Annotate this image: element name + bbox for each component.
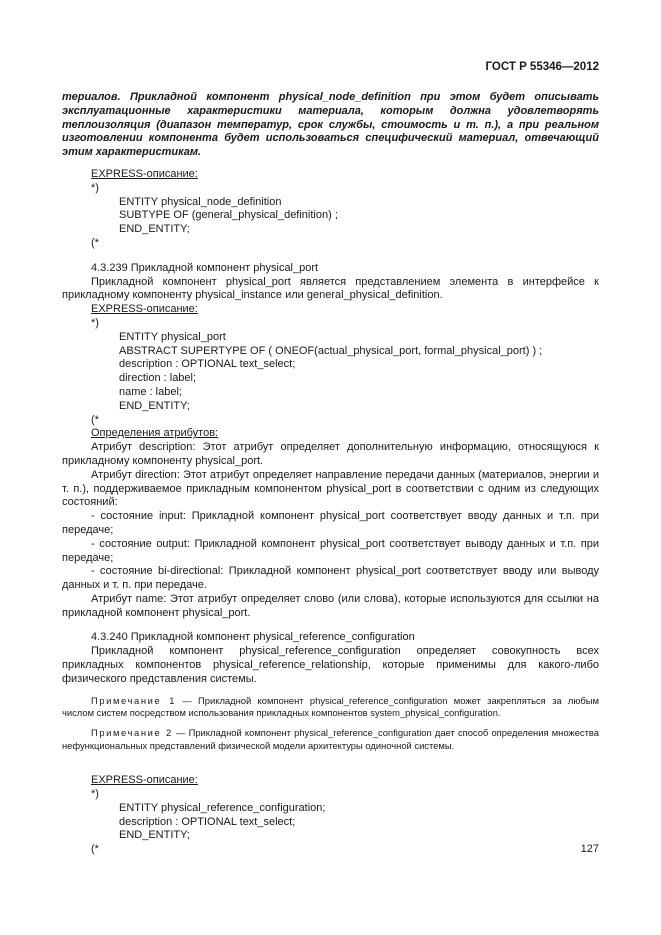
code-line: SUBTYPE OF (general_physical_definition) ; bbox=[119, 209, 338, 222]
code-line: ENTITY physical_node_definition bbox=[119, 195, 282, 208]
code-line: ENTITY physical_reference_configuration; bbox=[119, 801, 326, 814]
code-line: END_ENTITY; bbox=[119, 399, 190, 412]
intro-paragraph: териалов. Прикладной компонент physical_node_definition при этом будет описывать эксплуатационные характеристики материала, которым должна удовлетворять теплоизоляция (диапазон температур, срок службы, стоимость и т. п.), а при реальном изготовлении компонента будет использоваться специфический материал, отвечающий этим характеристикам. bbox=[62, 91, 599, 159]
code-line: direction : label; bbox=[119, 372, 197, 385]
note-label: Примечание 2 bbox=[91, 727, 173, 739]
express-heading: EXPRESS-описание: bbox=[91, 167, 198, 180]
note-text: — Прикладной компонент physical_reference_configuration дает способ определения множества нефункциональных представлений физической модели архитектуры одиночной системы. bbox=[62, 727, 599, 751]
code-line: ENTITY physical_port bbox=[119, 330, 226, 343]
page-number: 127 bbox=[580, 843, 599, 855]
code-line: description : OPTIONAL text_select; bbox=[119, 358, 296, 371]
section-paragraph: Прикладной компонент physical_port является представлением элемента в интерфейсе к прикладному компоненту physical_instance или general_physical_definition. bbox=[62, 275, 599, 302]
express-close: (* bbox=[91, 236, 99, 249]
attr-direction: Атрибут direction: Этот атрибут определяет направление передачи данных (материалов, энергии и т. п.), поддерживаемое прикладным компонентом physical_port в соответствии с одним из следующих состояний: bbox=[62, 468, 599, 509]
section-title-4-3-240: 4.3.240 Прикладной компонент physical_reference_configuration bbox=[91, 631, 415, 644]
section-paragraph: Прикладной компонент physical_reference_configuration определяет совокупность всех прикладных компонентов physical_reference_relationship, которые применимы для какого-либо физического представления системы. bbox=[62, 645, 599, 685]
code-line: END_ENTITY; bbox=[119, 223, 190, 236]
express-heading: EXPRESS-описание: bbox=[91, 774, 198, 787]
express-close: (* bbox=[91, 413, 99, 426]
note-label: Примечание 1 bbox=[91, 694, 177, 706]
express-heading: EXPRESS-описание: bbox=[91, 303, 198, 316]
code-line: name : label; bbox=[119, 385, 182, 398]
note-text: — Прикладной компонент physical_reference_configuration может закрепляться за любым числом систем посредством использования прикладных компонентов system_physical_configuration. bbox=[62, 694, 599, 719]
express-open: *) bbox=[91, 181, 99, 194]
code-line: description : OPTIONAL text_select; bbox=[119, 815, 296, 828]
code-line: END_ENTITY; bbox=[119, 829, 190, 842]
express-close: (* bbox=[91, 843, 99, 856]
standard-header: ГОСТ Р 55346—2012 bbox=[485, 61, 599, 73]
state-input: - состояние input: Прикладной компонент physical_port соответствует вводу данных и т.п. при передаче; bbox=[62, 510, 599, 536]
state-output: - состояние output: Прикладной компонент physical_port соответствует выводу данных и т.п. при передаче; bbox=[62, 537, 599, 564]
note-1 bbox=[62, 695, 599, 720]
express-open: *) bbox=[91, 316, 99, 329]
attr-name: Атрибут name: Этот атрибут определяет слово (или слова), которые используются для ссылки на прикладной компонент physical_port. bbox=[62, 592, 599, 619]
section-title-4-3-239: 4.3.239 Прикладной компонент physical_port bbox=[91, 261, 319, 274]
attributes-heading: Определения атрибутов: bbox=[91, 427, 219, 440]
code-line: ABSTRACT SUPERTYPE OF ( ONEOF(actual_physical_port, formal_physical_port) ) ; bbox=[119, 344, 543, 357]
note-2 bbox=[62, 727, 599, 752]
page-content bbox=[62, 91, 599, 857]
attr-description: Атрибут description: Этот атрибут определяет дополнительную информацию, относящуюся к прикладному компоненту physical_port. bbox=[62, 441, 599, 467]
express-open: *) bbox=[91, 788, 99, 801]
state-bidirectional: - состояние bi-directional: Прикладной компонент physical_port соответствует вводу или выводу данных и т. п. при передаче. bbox=[62, 565, 599, 592]
